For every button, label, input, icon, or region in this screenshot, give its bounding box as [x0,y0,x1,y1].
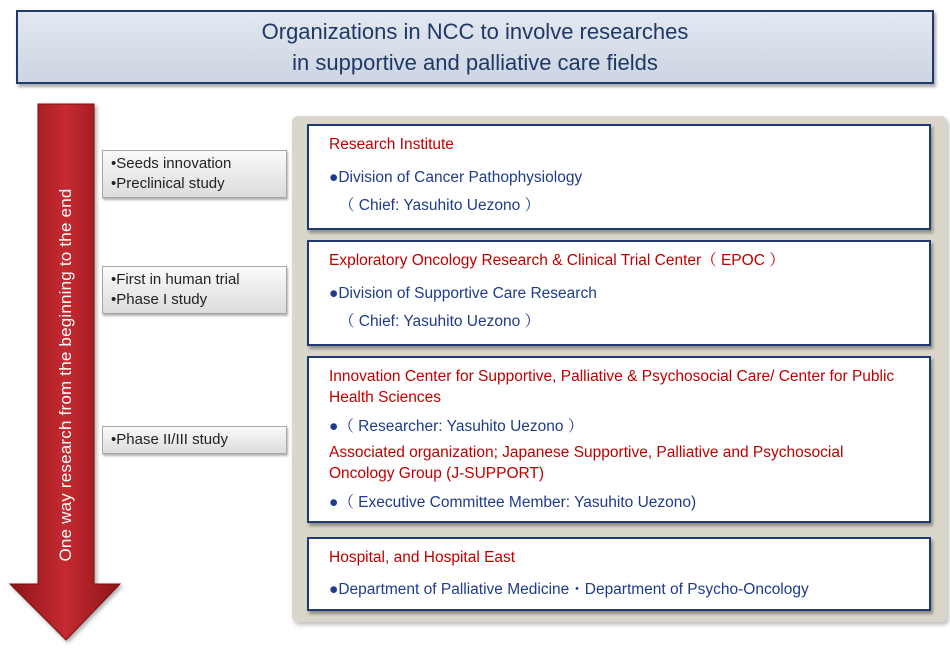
org-title: Exploratory Oncology Research & Clinical Trial Center（ EPOC ） [329,252,785,269]
org-innovation-center [307,356,931,523]
phase-box-phase-two-three [102,426,287,454]
phase-box-preclinical [102,150,287,198]
org-research-institute [307,124,931,230]
phase-item: • Phase II/III study [111,430,278,450]
org-epoc [307,240,931,346]
title-line-1: Organizations in NCC to involve researches [261,19,689,44]
org-division: ●Division of Cancer Pathophysiology [329,169,583,186]
org-division: ●Division of Supportive Care Research [329,285,597,302]
org-title: Research Institute [329,136,454,153]
org-member: （ Executive Committee Member: Yasuhito Uezono) [338,494,697,511]
org-member-line [329,492,909,513]
arrow-label: One way research from the beginning to the end [56,188,75,562]
phase-box-phase-one [102,266,287,314]
bullet-icon: ● [329,418,339,435]
org-department: ●Department of Palliative Medicine・Department of Psycho-Oncology [329,581,809,598]
org-chief: （ Chief: Yasuhito Uezono ） [339,313,541,330]
org-title: Hospital, and Hospital East [329,549,516,566]
bullet-icon: ● [329,494,339,511]
org-title: Innovation Center for Supportive, Palliative & Psychosocial Care/ Center for Public Health Sciences [329,368,895,406]
phase-item: • Seeds innovation [111,154,278,174]
diagram-title [16,10,934,84]
org-researcher: （ Researcher: Yasuhito Uezono ） [338,418,584,435]
title-line-2: in supportive and palliative care fields [292,50,658,75]
phase-item: • First in human trial [111,270,278,290]
phase-item: • Phase I study [111,290,278,310]
org-associated: Associated organization; Japanese Supportive, Palliative and Psychosocial Oncology Group (J-SUPPORT) [329,444,844,482]
org-chief: （ Chief: Yasuhito Uezono ） [339,197,541,214]
org-researcher-line [329,416,909,437]
phase-item: • Preclinical study [111,174,278,194]
org-hospital [307,537,931,611]
